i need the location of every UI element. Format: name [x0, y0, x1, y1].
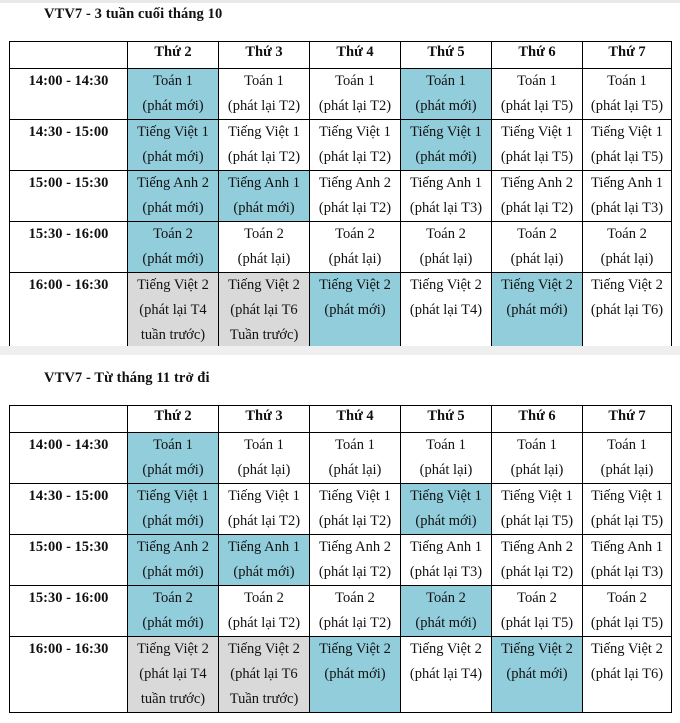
broadcast-note: (phát lại T2) — [318, 149, 392, 165]
program-name: Tiếng Việt 2 — [228, 641, 300, 657]
program-name: Tiếng Việt 2 — [591, 641, 663, 657]
time-slot-label: 16:00 - 16:30 — [10, 273, 128, 349]
program-cell — [128, 222, 219, 273]
program-cell — [401, 586, 492, 637]
program-cell — [492, 433, 583, 484]
program-name: Tiếng Việt 2 — [501, 641, 573, 657]
program-cell — [128, 637, 219, 713]
program-name: Tiếng Việt 1 — [228, 488, 300, 504]
program-cell — [219, 273, 310, 349]
broadcast-note: (phát mới) — [142, 564, 204, 580]
program-cell — [492, 69, 583, 120]
program-name: Tiếng Việt 1 — [591, 124, 663, 140]
broadcast-note: (phát lại T2) — [227, 149, 301, 165]
day-header: Thứ 3 — [219, 42, 310, 69]
program-cell — [219, 120, 310, 171]
broadcast-note: (phát mới) — [324, 302, 386, 318]
table-row — [10, 484, 672, 535]
day-header: Thứ 7 — [583, 42, 672, 69]
program-name: Tiếng Việt 2 — [410, 641, 482, 657]
program-name: Tiếng Anh 1 — [410, 539, 482, 555]
day-header: Thứ 2 — [128, 42, 219, 69]
broadcast-note: tuần trước) — [140, 691, 206, 707]
program-cell — [310, 273, 401, 349]
broadcast-note: (phát lại T2) — [318, 513, 392, 529]
program-name: Toán 2 — [426, 226, 466, 242]
table-row — [10, 69, 672, 120]
program-name: Tiếng Anh 2 — [319, 175, 391, 191]
broadcast-note: (phát lại T2) — [318, 98, 392, 114]
time-slot-label: 15:00 - 15:30 — [10, 171, 128, 222]
program-name: Toán 2 — [426, 590, 466, 606]
time-slot-label: 14:00 - 14:30 — [10, 69, 128, 120]
program-name: Toán 1 — [607, 437, 647, 453]
program-name: Toán 1 — [244, 437, 284, 453]
program-name: Toán 1 — [153, 437, 193, 453]
broadcast-note: (phát lại T2) — [500, 564, 574, 580]
program-cell — [492, 222, 583, 273]
broadcast-note: (phát lại T3) — [590, 200, 664, 216]
broadcast-note: (phát lại T3) — [409, 564, 483, 580]
program-cell — [583, 69, 672, 120]
broadcast-note: (phát lại T5) — [590, 149, 664, 165]
broadcast-note: (phát lại T3) — [590, 564, 664, 580]
program-cell — [128, 484, 219, 535]
program-name: Toán 2 — [607, 226, 647, 242]
table-row — [10, 637, 672, 713]
broadcast-note: (phát lại T5) — [590, 615, 664, 631]
program-cell — [128, 535, 219, 586]
program-cell — [219, 222, 310, 273]
program-cell — [401, 535, 492, 586]
program-cell — [219, 171, 310, 222]
broadcast-note: (phát lại T6) — [590, 666, 664, 682]
broadcast-note: (phát lại) — [419, 251, 473, 267]
broadcast-note: (phát lại T5) — [500, 513, 574, 529]
program-cell — [219, 484, 310, 535]
program-name: Tiếng Việt 1 — [137, 124, 209, 140]
program-name: Tiếng Anh 2 — [501, 539, 573, 555]
schedule-table-november — [9, 405, 672, 713]
program-cell — [583, 222, 672, 273]
broadcast-note: (phát lại T2) — [318, 615, 392, 631]
program-name: Tiếng Việt 2 — [228, 277, 300, 293]
broadcast-note: (phát lại T3) — [409, 200, 483, 216]
program-cell — [492, 273, 583, 349]
header-corner — [10, 406, 128, 433]
program-cell — [492, 484, 583, 535]
program-cell — [310, 433, 401, 484]
time-slot-label: 14:00 - 14:30 — [10, 433, 128, 484]
program-name: Toán 2 — [244, 226, 284, 242]
program-name: Tiếng Anh 2 — [319, 539, 391, 555]
program-name: Tiếng Việt 1 — [137, 488, 209, 504]
day-header: Thứ 6 — [492, 406, 583, 433]
program-name: Tiếng Việt 2 — [319, 641, 391, 657]
program-name: Tiếng Việt 1 — [410, 124, 482, 140]
day-header: Thứ 2 — [128, 406, 219, 433]
broadcast-note: (phát lại T2) — [227, 615, 301, 631]
program-name: Tiếng Anh 1 — [591, 175, 663, 191]
program-name: Tiếng Việt 2 — [137, 641, 209, 657]
program-name: Toán 1 — [607, 73, 647, 89]
program-name: Toán 1 — [426, 73, 466, 89]
broadcast-note: (phát lại T5) — [500, 98, 574, 114]
header-row — [10, 406, 672, 433]
program-name: Tiếng Việt 2 — [410, 277, 482, 293]
program-cell — [219, 586, 310, 637]
broadcast-note: (phát mới) — [506, 666, 568, 682]
broadcast-note: (phát mới) — [142, 98, 204, 114]
time-slot-label: 16:00 - 16:30 — [10, 637, 128, 713]
program-name: Tiếng Việt 1 — [410, 488, 482, 504]
day-header: Thứ 5 — [401, 42, 492, 69]
program-cell — [583, 484, 672, 535]
broadcast-note: (phát lại T2) — [227, 98, 301, 114]
header-row — [10, 42, 672, 69]
program-name: Tiếng Việt 2 — [137, 277, 209, 293]
section-divider — [0, 346, 680, 355]
program-name: Toán 2 — [153, 226, 193, 242]
program-name: Tiếng Anh 2 — [137, 175, 209, 191]
time-slot-label: 14:30 - 15:00 — [10, 484, 128, 535]
broadcast-note: (phát lại T6 — [230, 302, 298, 318]
program-name: Tiếng Việt 2 — [591, 277, 663, 293]
day-header: Thứ 4 — [310, 406, 401, 433]
program-name: Toán 2 — [607, 590, 647, 606]
broadcast-note: Tuần trước) — [229, 691, 299, 707]
broadcast-note: Tuần trước) — [229, 327, 299, 343]
program-name: Tiếng Anh 1 — [591, 539, 663, 555]
broadcast-note: (phát lại T4 — [139, 666, 207, 682]
program-cell — [583, 273, 672, 349]
header-corner — [10, 42, 128, 69]
broadcast-note: (phát mới) — [415, 615, 477, 631]
broadcast-note: (phát mới) — [142, 200, 204, 216]
program-cell — [492, 171, 583, 222]
broadcast-note: tuần trước) — [140, 327, 206, 343]
program-name: Tiếng Việt 2 — [319, 277, 391, 293]
table-row — [10, 273, 672, 349]
program-name: Tiếng Anh 1 — [228, 175, 300, 191]
program-name: Tiếng Việt 1 — [319, 488, 391, 504]
day-header: Thứ 6 — [492, 42, 583, 69]
broadcast-note: (phát lại) — [510, 251, 564, 267]
section-title-october: VTV7 - 3 tuần cuối tháng 10 — [44, 6, 223, 22]
broadcast-note: (phát lại) — [237, 462, 291, 478]
program-cell — [401, 637, 492, 713]
broadcast-note: (phát mới) — [233, 200, 295, 216]
program-cell — [492, 586, 583, 637]
program-name: Toán 1 — [517, 73, 557, 89]
program-cell — [219, 69, 310, 120]
program-name: Toán 1 — [335, 73, 375, 89]
program-cell — [401, 433, 492, 484]
program-name: Tiếng Việt 1 — [319, 124, 391, 140]
time-slot-label: 15:30 - 16:00 — [10, 586, 128, 637]
program-name: Toán 2 — [517, 226, 557, 242]
broadcast-note: (phát lại T2) — [500, 200, 574, 216]
broadcast-note: (phát lại T5) — [500, 149, 574, 165]
program-name: Toán 1 — [335, 437, 375, 453]
program-cell — [219, 637, 310, 713]
program-name: Toán 2 — [244, 590, 284, 606]
broadcast-note: (phát lại) — [419, 462, 473, 478]
program-name: Tiếng Việt 1 — [591, 488, 663, 504]
broadcast-note: (phát lại) — [600, 251, 654, 267]
section-title-november: VTV7 - Từ tháng 11 trở đi — [44, 370, 210, 386]
program-name: Toán 2 — [153, 590, 193, 606]
program-cell — [128, 171, 219, 222]
broadcast-note: (phát mới) — [142, 513, 204, 529]
table-row — [10, 433, 672, 484]
program-cell — [583, 586, 672, 637]
program-name: Tiếng Anh 1 — [410, 175, 482, 191]
broadcast-note: (phát lại T6 — [230, 666, 298, 682]
broadcast-note: (phát mới) — [142, 251, 204, 267]
time-slot-label: 15:00 - 15:30 — [10, 535, 128, 586]
program-cell — [401, 171, 492, 222]
program-cell — [583, 171, 672, 222]
broadcast-note: (phát lại T4) — [409, 302, 483, 318]
program-name: Tiếng Việt 2 — [501, 277, 573, 293]
program-cell — [310, 171, 401, 222]
program-cell — [401, 69, 492, 120]
program-name: Tiếng Anh 2 — [137, 539, 209, 555]
program-name: Toán 1 — [426, 437, 466, 453]
broadcast-note: (phát lại) — [237, 251, 291, 267]
broadcast-note: (phát mới) — [324, 666, 386, 682]
broadcast-note: (phát lại) — [328, 251, 382, 267]
table-row — [10, 171, 672, 222]
program-cell — [128, 586, 219, 637]
program-cell — [310, 69, 401, 120]
program-cell — [310, 535, 401, 586]
program-cell — [492, 637, 583, 713]
program-cell — [310, 637, 401, 713]
program-name: Toán 1 — [153, 73, 193, 89]
program-name: Tiếng Anh 1 — [228, 539, 300, 555]
broadcast-note: (phát mới) — [142, 615, 204, 631]
broadcast-note: (phát lại T2) — [318, 200, 392, 216]
program-cell — [401, 273, 492, 349]
program-cell — [583, 535, 672, 586]
broadcast-note: (phát lại T5) — [500, 615, 574, 631]
broadcast-note: (phát mới) — [415, 98, 477, 114]
program-name: Toán 1 — [517, 437, 557, 453]
schedule-table-october — [9, 41, 672, 349]
program-name: Tiếng Việt 1 — [501, 488, 573, 504]
program-cell — [219, 433, 310, 484]
broadcast-note: (phát lại T5) — [590, 513, 664, 529]
program-cell — [128, 273, 219, 349]
time-slot-label: 15:30 - 16:00 — [10, 222, 128, 273]
program-cell — [401, 120, 492, 171]
broadcast-note: (phát mới) — [506, 302, 568, 318]
broadcast-note: (phát lại) — [600, 462, 654, 478]
program-cell — [492, 120, 583, 171]
program-cell — [583, 637, 672, 713]
broadcast-note: (phát lại T2) — [318, 564, 392, 580]
program-name: Tiếng Việt 1 — [501, 124, 573, 140]
broadcast-note: (phát lại) — [510, 462, 564, 478]
program-cell — [219, 535, 310, 586]
table-row — [10, 120, 672, 171]
program-cell — [310, 586, 401, 637]
broadcast-note: (phát mới) — [142, 149, 204, 165]
program-name: Toán 1 — [244, 73, 284, 89]
broadcast-note: (phát lại T5) — [590, 98, 664, 114]
program-name: Tiếng Việt 1 — [228, 124, 300, 140]
broadcast-note: (phát mới) — [415, 149, 477, 165]
broadcast-note: (phát lại) — [328, 462, 382, 478]
program-cell — [492, 535, 583, 586]
broadcast-note: (phát mới) — [415, 513, 477, 529]
program-cell — [310, 484, 401, 535]
broadcast-note: (phát mới) — [233, 564, 295, 580]
program-cell — [583, 120, 672, 171]
top-border-band — [0, 0, 680, 3]
program-cell — [128, 433, 219, 484]
broadcast-note: (phát lại T4 — [139, 302, 207, 318]
program-name: Toán 2 — [335, 590, 375, 606]
program-cell — [583, 433, 672, 484]
program-cell — [128, 120, 219, 171]
day-header: Thứ 3 — [219, 406, 310, 433]
broadcast-note: (phát lại T2) — [227, 513, 301, 529]
time-slot-label: 14:30 - 15:00 — [10, 120, 128, 171]
program-name: Tiếng Anh 2 — [501, 175, 573, 191]
table-row — [10, 586, 672, 637]
day-header: Thứ 4 — [310, 42, 401, 69]
program-cell — [401, 222, 492, 273]
broadcast-note: (phát lại T6) — [590, 302, 664, 318]
day-header: Thứ 7 — [583, 406, 672, 433]
program-cell — [310, 120, 401, 171]
program-cell — [128, 69, 219, 120]
table-row — [10, 535, 672, 586]
program-name: Toán 2 — [517, 590, 557, 606]
broadcast-note: (phát lại T4) — [409, 666, 483, 682]
program-name: Toán 2 — [335, 226, 375, 242]
table-row — [10, 222, 672, 273]
broadcast-note: (phát mới) — [142, 462, 204, 478]
day-header: Thứ 5 — [401, 406, 492, 433]
program-cell — [310, 222, 401, 273]
program-cell — [401, 484, 492, 535]
